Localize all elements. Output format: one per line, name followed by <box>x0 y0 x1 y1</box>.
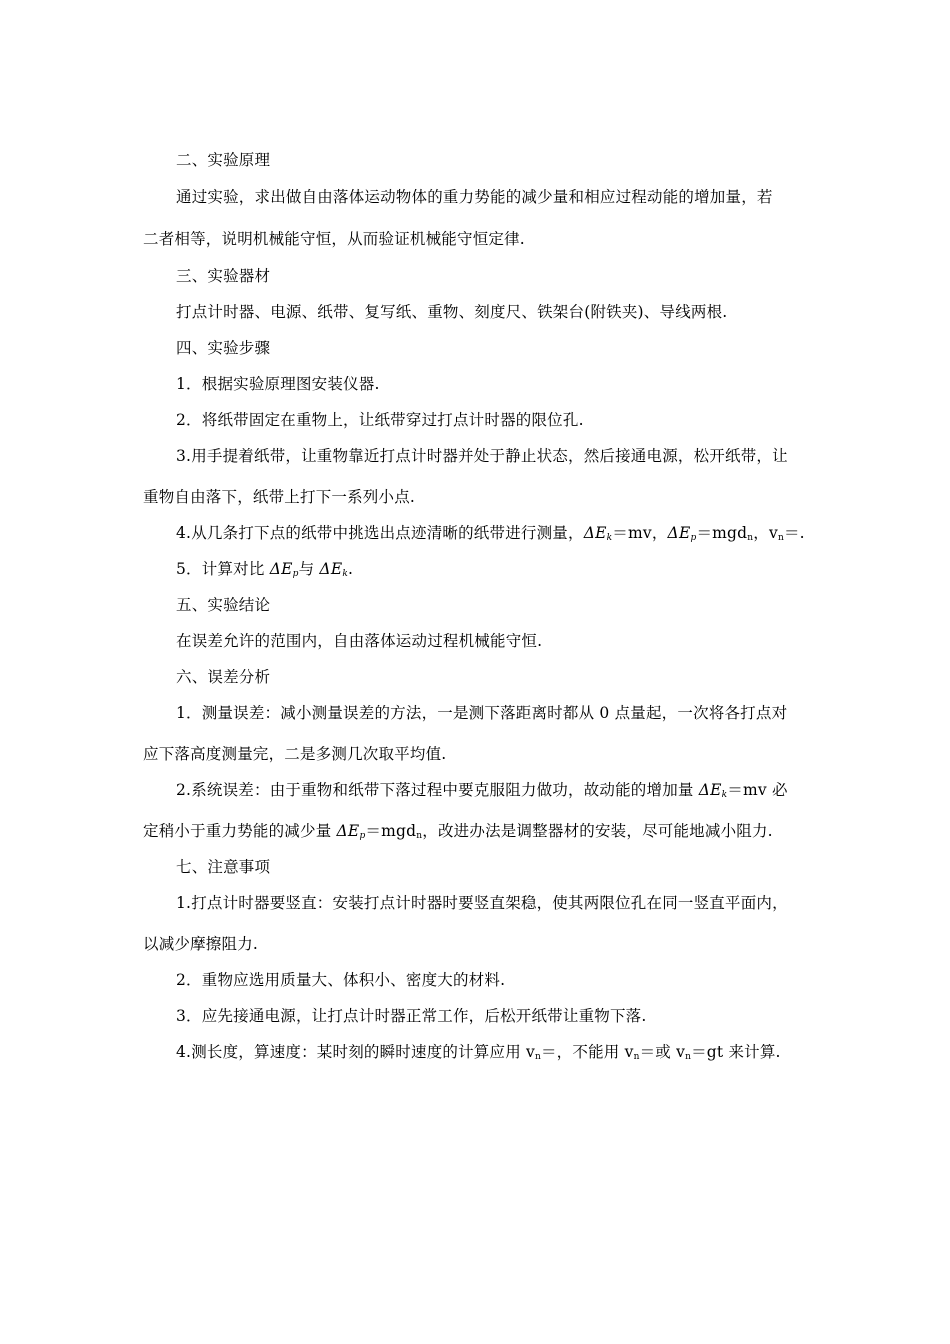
subscript-p: p <box>359 831 366 841</box>
step-3-line-1: 3.用手提着纸带，让重物靠近打点计时器并处于静止状态，然后接通电源，松开纸带，让 <box>176 447 788 465</box>
equipment-heading: 三、实验器材 <box>176 267 271 285</box>
note-4 <box>176 1042 781 1062</box>
conclusion-text: 在误差允许的范围内，自由落体运动过程机械能守恒. <box>176 632 543 650</box>
step-4-eq2: ＝mgd <box>696 524 748 542</box>
step-3-line-2: 重物自由落下，纸带上打下一系列小点. <box>143 488 416 506</box>
principle-heading: 二、实验原理 <box>176 151 271 169</box>
delta-ep-symbol: ΔE <box>667 524 691 542</box>
step-2: 2．将纸带固定在重物上，让纸带穿过打点计时器的限位孔. <box>176 411 584 429</box>
subscript-n: n <box>685 1052 692 1062</box>
step-5-prefix: 5．计算对比 <box>176 560 270 578</box>
note-2: 2．重物应选用质量大、体积小、密度大的材料. <box>176 971 506 989</box>
notes-heading: 七、注意事项 <box>176 858 271 876</box>
note-4-mid1: ＝，不能用 v <box>540 1043 634 1061</box>
subscript-p: p <box>292 569 299 579</box>
error-2b-prefix: 定稍小于重力势能的减少量 <box>143 822 337 840</box>
delta-ep-symbol: ΔE <box>269 560 293 578</box>
step-5-end: . <box>348 560 354 578</box>
step-4-prefix: 4.从几条打下点的纸带中挑选出点迹清晰的纸带进行测量， <box>176 524 584 542</box>
subscript-n: n <box>633 1052 640 1062</box>
subscript-k: k <box>721 790 728 800</box>
subscript-k: k <box>606 533 613 543</box>
step-5-mid: 与 <box>298 560 320 578</box>
note-3: 3．应先接通电源，让打点计时器正常工作，后松开纸带让重物下落. <box>176 1007 647 1025</box>
delta-ek-symbol: ΔE <box>698 781 722 799</box>
subscript-n: n <box>534 1052 541 1062</box>
subscript-n: n <box>747 533 754 543</box>
note-4-mid2: ＝或 v <box>639 1043 686 1061</box>
steps-heading: 四、实验步骤 <box>176 339 271 357</box>
conclusion-heading: 五、实验结论 <box>176 596 271 614</box>
delta-ep-symbol: ΔE <box>336 822 360 840</box>
error-heading: 六、误差分析 <box>176 668 271 686</box>
subscript-k: k <box>342 569 348 579</box>
step-4 <box>176 523 805 543</box>
principle-text-line-1: 通过实验，求出做自由落体运动物体的重力势能的减少量和相应过程动能的增加量，若 <box>176 188 773 206</box>
step-4-eq3: ＝. <box>783 524 805 542</box>
error-2-line-1 <box>176 780 788 800</box>
note-1-line-2: 以减少摩擦阻力. <box>143 935 259 953</box>
step-1: 1．根据实验原理图安装仪器. <box>176 375 380 393</box>
subscript-n: n <box>416 831 423 841</box>
error-1-line-2: 应下落高度测量完，二是多测几次取平均值. <box>143 745 447 763</box>
error-1-line-1: 1．测量误差：减小测量误差的方法，一是测下落距离时都从 0 点量起，一次将各打点对 <box>176 704 788 722</box>
error-2b-end: ，改进办法是调整器材的安装，尽可能地减小阻力. <box>422 822 773 840</box>
note-1-line-1: 1.打点计时器要竖直：安装打点计时器时要竖直架稳，使其两限位孔在同一竖直平面内， <box>176 894 788 912</box>
subscript-p: p <box>690 533 697 543</box>
error-2-prefix: 2.系统误差：由于重物和纸带下落过程中要克服阻力做功，故动能的增加量 <box>176 781 699 799</box>
step-4-comma: ，v <box>753 524 778 542</box>
principle-text-line-2: 二者相等，说明机械能守恒，从而验证机械能守恒定律. <box>143 230 525 248</box>
step-4-eq1: ＝mv， <box>612 524 668 542</box>
error-2-line-2 <box>143 821 773 841</box>
note-4-prefix: 4.测长度，算速度：某时刻的瞬时速度的计算应用 v <box>176 1043 535 1061</box>
step-5 <box>176 559 353 579</box>
note-4-end: ＝gt 来计算. <box>691 1043 781 1061</box>
equipment-text: 打点计时器、电源、纸带、复写纸、重物、刻度尺、铁架台(附铁夹)、导线两根. <box>176 303 728 321</box>
error-2b-eq: ＝mgd <box>365 822 417 840</box>
delta-ek-symbol: ΔE <box>583 524 607 542</box>
subscript-n: n <box>777 533 784 543</box>
error-2-end: ＝mv 必 <box>727 781 788 799</box>
delta-ek-symbol: ΔE <box>319 560 343 578</box>
